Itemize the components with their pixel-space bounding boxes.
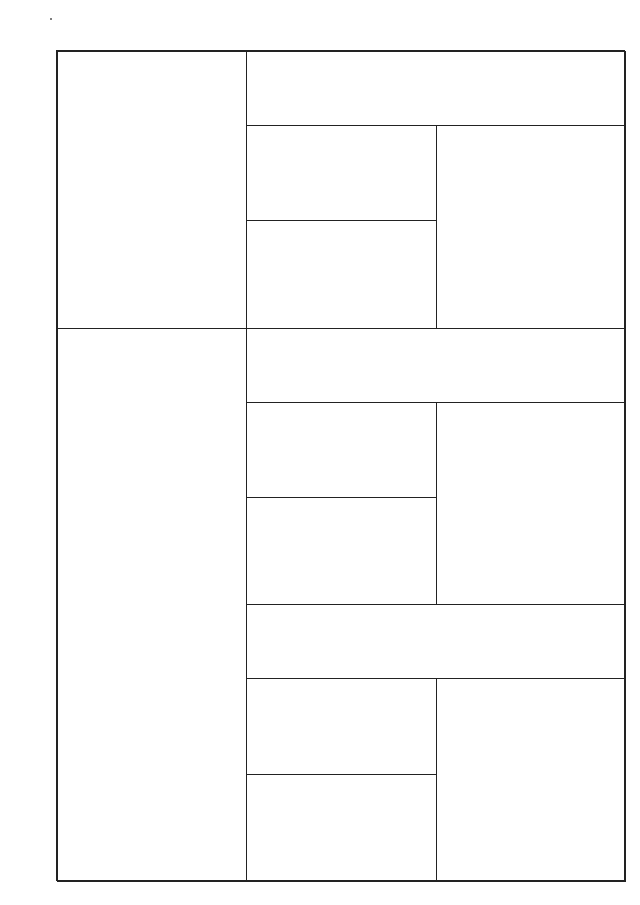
header-coords-2 — [436, 402, 625, 605]
header-point-3 — [247, 605, 626, 679]
scan-dot — [50, 18, 52, 20]
coordinate-sheet — [56, 50, 625, 881]
region-spacer — [58, 52, 247, 329]
coordinates-table — [57, 51, 626, 882]
header-coords-1 — [436, 125, 625, 328]
header-point-2 — [247, 328, 626, 402]
column-headers — [58, 52, 626, 882]
header-point-1 — [247, 52, 626, 126]
header-y-2 — [247, 497, 436, 604]
header-x-1 — [247, 125, 436, 220]
header-y-3 — [247, 774, 436, 881]
header-x-2 — [247, 402, 436, 497]
header-x-3 — [247, 679, 436, 774]
header-y-1 — [247, 221, 436, 328]
region-title — [58, 328, 247, 881]
header-coords-3 — [436, 679, 625, 882]
